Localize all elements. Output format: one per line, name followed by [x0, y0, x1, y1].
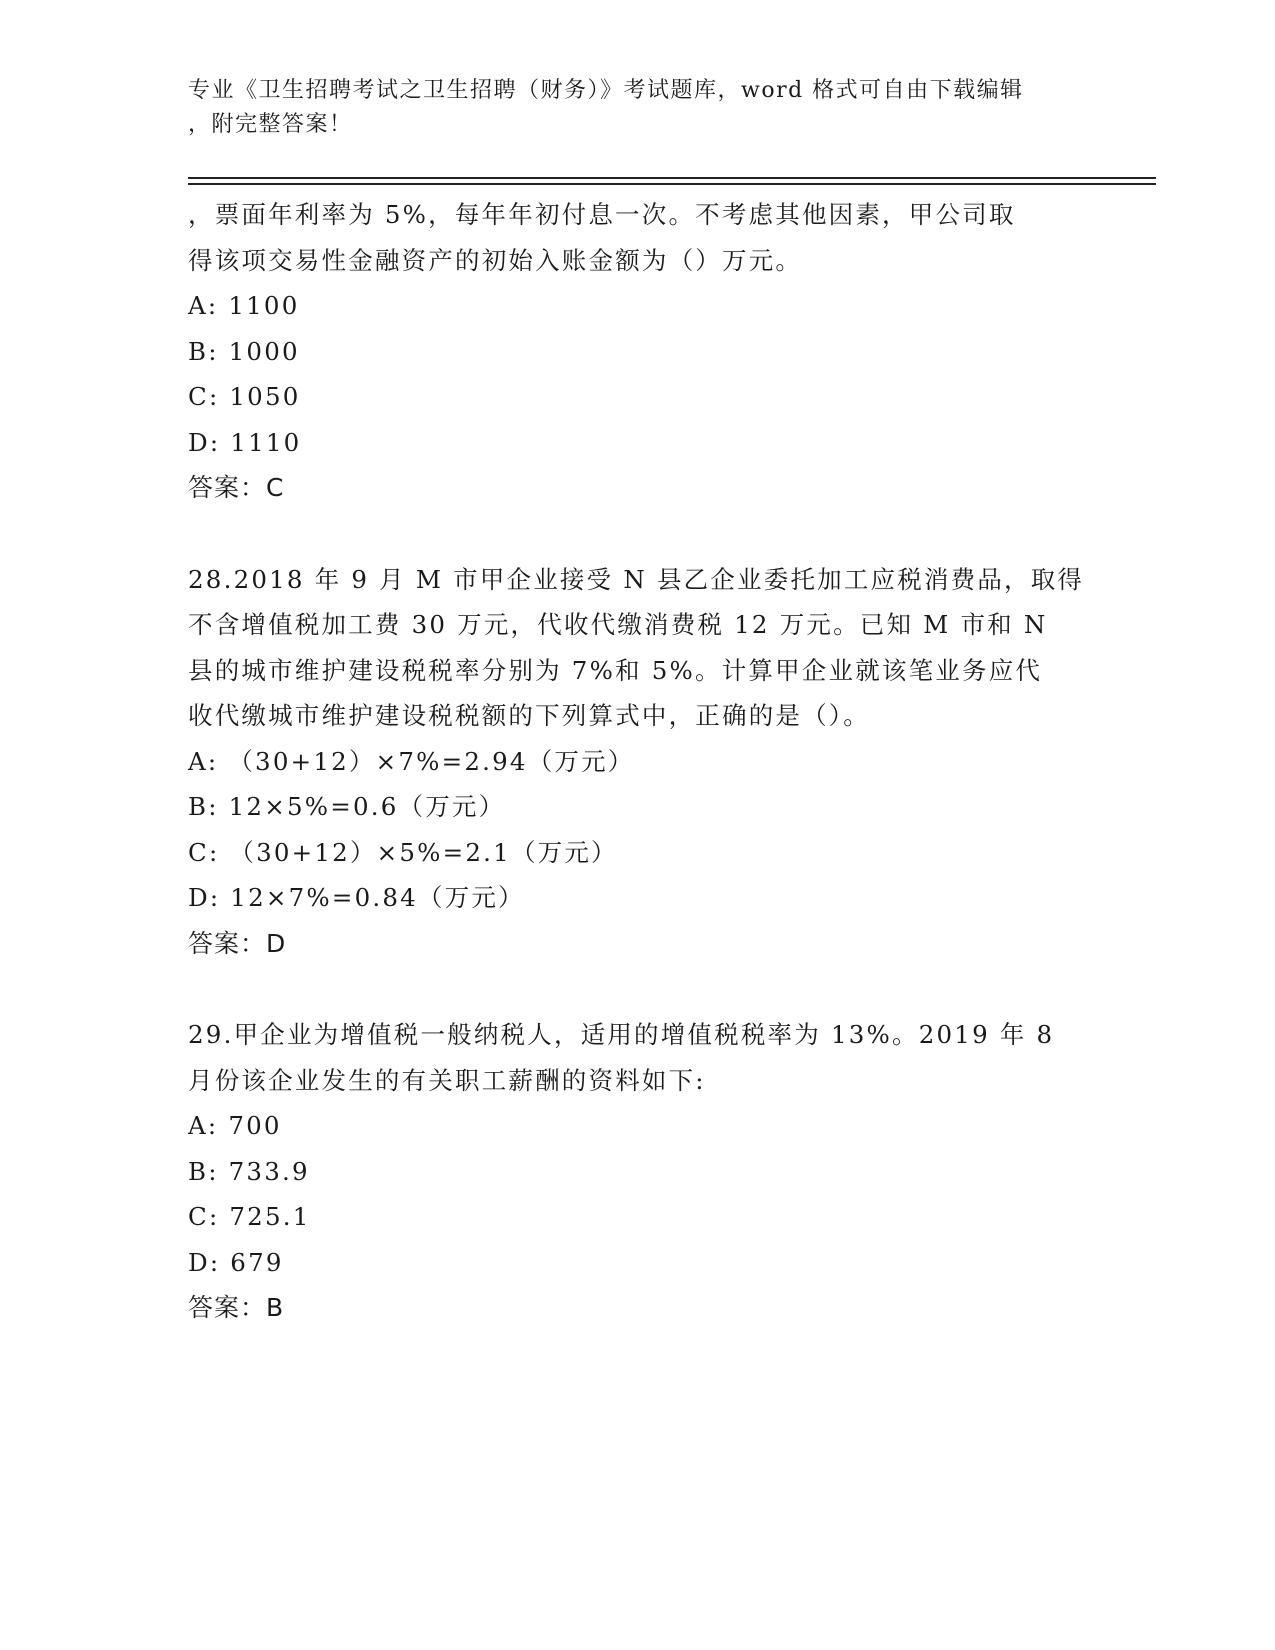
header-line-1: 专业《卫生招聘考试之卫生招聘（财务）》考试题库，word 格式可自由下载编辑: [188, 78, 1024, 103]
stem-line: 28.2018 年 9 月 M 市甲企业接受 N 县乙企业委托加工应税消费品，取得: [188, 564, 1085, 594]
question-block: [188, 1012, 1088, 1331]
option-b: B: 12×5%=0.6（万元）: [188, 792, 506, 821]
stem-line: 收代缴城市维护建设税税额的下列算式中，正确的是（）。: [188, 701, 870, 730]
option-c: C: （30+12）×5%=2.1（万元）: [188, 837, 618, 867]
question-block: [188, 192, 1088, 511]
option-a: A: （30+12）×7%=2.94（万元）: [188, 746, 635, 776]
option-d: D: 1110: [188, 427, 302, 457]
question-list: [188, 192, 1088, 1331]
document-header: [188, 74, 1088, 142]
option-a: A: 1100: [188, 291, 300, 320]
stem-line: 得该项交易性金融资产的初始入账金额为（）万元。: [188, 245, 803, 275]
question-spacer: [188, 511, 1088, 557]
answer-line: 答案：B: [188, 1293, 285, 1322]
option-d: D: 679: [188, 1247, 284, 1277]
option-b: B: 1000: [188, 336, 300, 366]
option-a: A: 700: [188, 1111, 282, 1140]
option-b: B: 733.9: [188, 1156, 310, 1186]
question-block: [188, 557, 1088, 967]
stem-line: 不含增值税加工费 30 万元，代收代缴消费税 12 万元。已知 M 市和 N: [188, 610, 1048, 639]
header-rule-bottom: [188, 183, 1156, 185]
question-stem: [188, 557, 1088, 739]
answer-line: 答案：C: [188, 473, 285, 502]
question-stem: [188, 192, 1088, 283]
header-line-2: ，附完整答案！: [188, 112, 353, 137]
option-c: C: 725.1: [188, 1202, 311, 1231]
option-d: D: 12×7%=0.84（万元）: [188, 883, 525, 912]
stem-line: 县的城市维护建设税税率分别为 7%和 5%。计算甲企业就该笔业务应代: [188, 655, 1043, 685]
question-stem: [188, 1012, 1088, 1103]
answer-line: 答案：D: [188, 928, 287, 958]
header-rule-top: [188, 177, 1156, 179]
stem-line: 29.甲企业为增值税一般纳税人，适用的增值税税率为 13%。2019 年 8: [188, 1020, 1055, 1049]
question-spacer: [188, 966, 1088, 1012]
stem-line: ，票面年利率为 5%，每年年初付息一次。不考虑其他因素，甲公司取: [188, 200, 1016, 229]
option-c: C: 1050: [188, 382, 301, 411]
stem-line: 月份该企业发生的有关职工薪酬的资料如下:: [188, 1065, 706, 1095]
